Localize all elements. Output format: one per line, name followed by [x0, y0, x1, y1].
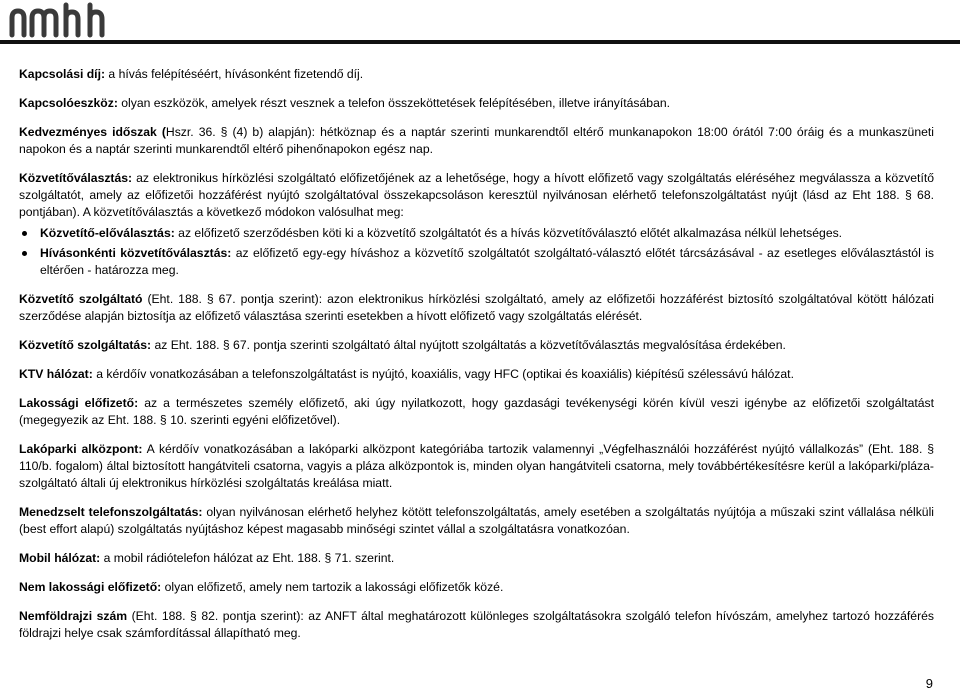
definition-text: az Eht. 188. § 67. pontja szerinti szolgáltató által nyújtott szolgáltatás a közvetítőválasztás megvalósítása érdekében.: [151, 338, 786, 352]
definition-paragraph: [19, 579, 934, 596]
definition-term: Kapcsolási díj:: [19, 67, 106, 81]
list-item: [19, 225, 934, 242]
definition-text: (Eht. 188. § 67. pontja szerint): azon elektronikus hírközlési szolgáltató, amely az előfizetői hozzáférést biztosító szolgáltatóval kötött hálózati szerződése alapján biztosítja az előfizető választása szerinti esetekben a hívott előfizető vagy szolgáltatás elérését.: [19, 292, 934, 323]
definition-term: Menedzselt telefonszolgáltatás:: [19, 505, 203, 519]
definition-term: Közvetítőválasztás:: [19, 171, 133, 185]
definition-paragraph: [19, 550, 934, 567]
definition-text: (Eht. 188. § 82. pontja szerint): az ANFT által meghatározott különleges szolgáltatásokra szolgáló telefon hívószám, amelyhez tartozó hozzáférés földrajzi helye csak számfordítással állapítható meg.: [19, 609, 934, 640]
definition-text: az a természetes személy előfizető, aki úgy nyilatkozott, hogy gazdasági tevékenységi körén kívül veszi igénybe az előfizetői szolgáltatást (megegyezik az Eht. 188. § 10. szerinti egyéni előfizetővel).: [19, 396, 935, 427]
nmhh-logo: [8, 2, 128, 38]
bullet-text: az előfizető szerződésben köti ki a közvetítő szolgáltatót és a hívás közvetítőválasztó előtét alkalmazása nélkül lehetséges.: [174, 226, 843, 240]
bullet-list: [19, 225, 934, 279]
document-body: [19, 66, 934, 654]
definition-term: Kedvezményes időszak (: [19, 125, 166, 139]
bullet-icon: [22, 251, 27, 256]
bullet-text: az előfizető egy-egy híváshoz a közvetítő szolgáltatót szolgáltató-választó előtét tárcsázásával - az esetleges előválasztástól is eltérően - határozza meg.: [40, 246, 934, 277]
bullet-term: Közvetítő-előválasztás:: [40, 226, 175, 240]
definition-text: a hívás felépítéséért, hívásonként fizetendő díj.: [105, 67, 364, 81]
definition-term: Lakossági előfizető:: [19, 396, 139, 410]
definition-text: olyan nyilvánosan elérhető helyhez kötött telefonszolgáltatás, amely esetében a szolgáltatás nyújtója a műszaki szint vállalása nélküli (best effort alapú) szolgáltatás nyújtáshoz képest magasabb minőségi szintet vállal a szolgáltatásra vonatkozóan.: [19, 505, 934, 536]
bullet-term: Hívásonkénti közvetítőválasztás:: [40, 246, 232, 260]
definition-text: a kérdőív vonatkozásában a telefonszolgáltatást is nyújtó, koaxiális, vagy HFC (optikai és koaxiális) kiépítésű szélessávú hálózat.: [92, 367, 794, 381]
definition-paragraph: [19, 66, 934, 83]
definition-term: Nemföldrajzi szám: [19, 609, 128, 623]
definition-term: Közvetítő szolgáltató: [19, 292, 143, 306]
definition-paragraph: [19, 337, 934, 354]
definition-term: Nem lakossági előfizető:: [19, 580, 162, 594]
definition-paragraph: [19, 291, 934, 325]
definition-text: olyan előfizető, amely nem tartozik a lakossági előfizetők közé.: [161, 580, 504, 594]
definition-paragraph: [19, 95, 934, 112]
definition-text: Hszr. 36. § (4) b) alapján): hétköznap és a naptár szerinti munkarendtől eltérő munkanapokon 18:00 órától 7:00 óráig és a munkaszüneti napokon és a naptár szerinti munkarendtől eltérő pihenőnapokon egész nap.: [19, 125, 934, 156]
bullet-icon: [22, 231, 27, 236]
list-item: [19, 245, 934, 279]
definition-paragraph: [19, 395, 934, 429]
definition-paragraph: [19, 366, 934, 383]
definition-term: Mobil hálózat:: [19, 551, 101, 565]
definition-paragraph: [19, 441, 934, 492]
definition-text: a mobil rádiótelefon hálózat az Eht. 188. § 71. szerint.: [100, 551, 395, 565]
definition-paragraph: [19, 504, 934, 538]
definition-paragraph: [19, 124, 934, 158]
definition-text: olyan eszközök, amelyek részt vesznek a telefon összeköttetések felépítésében, illetve irányításában.: [117, 96, 671, 110]
definition-text: az elektronikus hírközlési szolgáltató előfizetőjének az a lehetősége, hogy a hívott előfizető vagy szolgáltatás eléréséhez megválassza a közvetítő szolgáltatót, amely az előfizetői hozzáférést nyújtó szolgáltatóval összekapcsoláson keresztül nyilvánosan elérhető telefonszolgáltatást nyújt (lásd az Eht 188. § 68. pontjában). A közvetítőválasztás a következő módokon valósulhat meg:: [19, 171, 934, 219]
definition-term: Kapcsolóeszköz:: [19, 96, 118, 110]
definition-paragraph: [19, 170, 934, 221]
definition-text: A kérdőív vonatkozásában a lakóparki alközpont kategóriába tartozik valamennyi „Végfelhasználói hozzáférést nyújtó vállalkozás” (Eht. 188. § 110/b. fogalom) által biztosított hangátviteli csatorna, vagyis a pláza alközpontok is, minden olyan hangátviteli csatorna, mely továbbértékesítésre kerül a lakóparki/pláza-szolgáltató általi új elektronikus hírközlési szolgáltatás kreálása miatt.: [19, 442, 934, 490]
header-rule: [0, 40, 960, 44]
definition-term: Lakóparki alközpont:: [19, 442, 143, 456]
definition-term: KTV hálózat:: [19, 367, 93, 381]
page-number: 9: [925, 676, 933, 691]
svg-text:nmhh: nmhh: [108, 32, 111, 33]
definition-term: Közvetítő szolgáltatás:: [19, 338, 152, 352]
definition-paragraph: [19, 608, 934, 642]
